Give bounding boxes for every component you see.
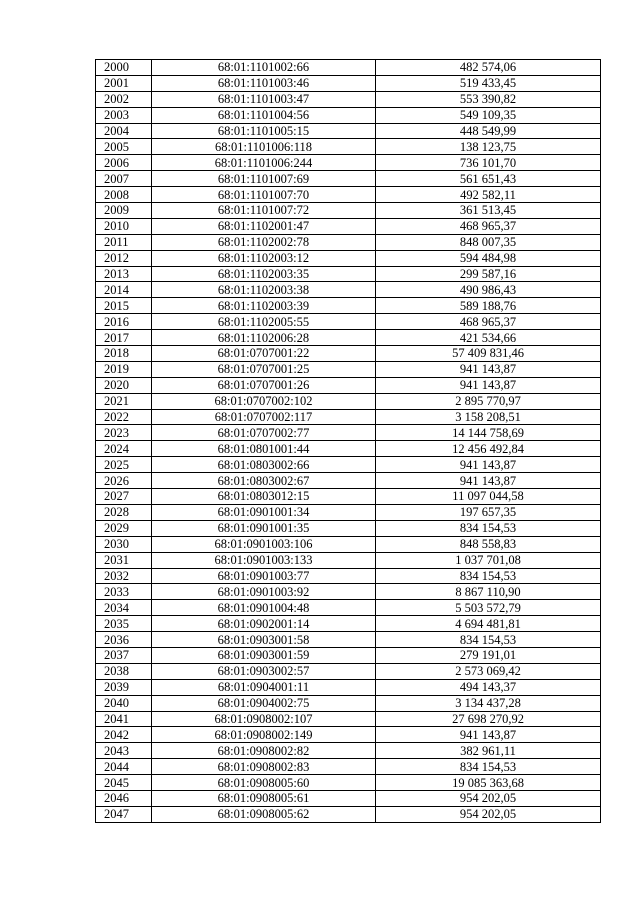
- row-number-cell: 2003: [96, 107, 152, 123]
- cadastral-number-cell: 68:01:1101003:47: [152, 91, 376, 107]
- table-row: [96, 504, 601, 520]
- row-number-cell: 2012: [96, 250, 152, 266]
- cadastral-value-cell: 490 986,43: [376, 282, 601, 298]
- cadastral-value-cell: 941 143,87: [376, 457, 601, 473]
- table-row: [96, 663, 601, 679]
- cadastral-number-cell: 68:01:0904002:75: [152, 695, 376, 711]
- table-row: [96, 711, 601, 727]
- cadastral-value-cell: 12 456 492,84: [376, 441, 601, 457]
- cadastral-number-cell: 68:01:0901003:133: [152, 552, 376, 568]
- table-row: [96, 187, 601, 203]
- cadastral-value-cell: 519 433,45: [376, 75, 601, 91]
- cadastral-number-cell: 68:01:1101007:69: [152, 171, 376, 187]
- cadastral-value-cell: 834 154,53: [376, 632, 601, 648]
- cadastral-value-cell: 482 574,06: [376, 60, 601, 76]
- row-number-cell: 2034: [96, 600, 152, 616]
- row-number-cell: 2022: [96, 409, 152, 425]
- cadastral-value-cell: 941 143,87: [376, 361, 601, 377]
- row-number-cell: 2009: [96, 203, 152, 219]
- cadastral-number-cell: 68:01:0707001:26: [152, 377, 376, 393]
- cadastral-value-cell: 3 158 208,51: [376, 409, 601, 425]
- row-number-cell: 2026: [96, 473, 152, 489]
- row-number-cell: 2016: [96, 314, 152, 330]
- row-number-cell: 2038: [96, 663, 152, 679]
- table-row: [96, 806, 601, 822]
- cadastral-value-cell: 941 143,87: [376, 377, 601, 393]
- row-number-cell: 2044: [96, 759, 152, 775]
- cadastral-number-cell: 68:01:0707002:77: [152, 425, 376, 441]
- table-row: [96, 790, 601, 806]
- cadastral-number-cell: 68:01:0707002:102: [152, 393, 376, 409]
- cadastral-value-cell: 8 867 110,90: [376, 584, 601, 600]
- table-row: [96, 457, 601, 473]
- cadastral-value-cell: 468 965,37: [376, 314, 601, 330]
- table-row: [96, 409, 601, 425]
- row-number-cell: 2019: [96, 361, 152, 377]
- row-number-cell: 2017: [96, 330, 152, 346]
- row-number-cell: 2006: [96, 155, 152, 171]
- row-number-cell: 2042: [96, 727, 152, 743]
- row-number-cell: 2007: [96, 171, 152, 187]
- cadastral-number-cell: 68:01:1101006:118: [152, 139, 376, 155]
- cadastral-number-cell: 68:01:0904001:11: [152, 679, 376, 695]
- cadastral-number-cell: 68:01:0908002:82: [152, 743, 376, 759]
- cadastral-number-cell: 68:01:1101002:66: [152, 60, 376, 76]
- row-number-cell: 2024: [96, 441, 152, 457]
- cadastral-value-cell: 492 582,11: [376, 187, 601, 203]
- cadastral-number-cell: 68:01:1102003:12: [152, 250, 376, 266]
- cadastral-value-cell: 448 549,99: [376, 123, 601, 139]
- row-number-cell: 2001: [96, 75, 152, 91]
- cadastral-number-cell: 68:01:0908002:83: [152, 759, 376, 775]
- row-number-cell: 2040: [96, 695, 152, 711]
- table-row: [96, 489, 601, 505]
- table-row: [96, 568, 601, 584]
- table-row: [96, 647, 601, 663]
- row-number-cell: 2043: [96, 743, 152, 759]
- table-row: [96, 473, 601, 489]
- table-row: [96, 584, 601, 600]
- cadastral-value-cell: 834 154,53: [376, 520, 601, 536]
- row-number-cell: 2036: [96, 632, 152, 648]
- cadastral-value-cell: 3 134 437,28: [376, 695, 601, 711]
- table-row: [96, 727, 601, 743]
- row-number-cell: 2027: [96, 489, 152, 505]
- row-number-cell: 2046: [96, 790, 152, 806]
- table-row: [96, 298, 601, 314]
- table-row: [96, 632, 601, 648]
- cadastral-value-cell: 197 657,35: [376, 504, 601, 520]
- cadastral-number-cell: 68:01:0908005:60: [152, 775, 376, 791]
- row-number-cell: 2005: [96, 139, 152, 155]
- cadastral-number-cell: 68:01:0903001:58: [152, 632, 376, 648]
- table-row: [96, 393, 601, 409]
- table-row: [96, 536, 601, 552]
- table-row: [96, 75, 601, 91]
- table-row: [96, 250, 601, 266]
- row-number-cell: 2021: [96, 393, 152, 409]
- cadastral-number-cell: 68:01:0901001:35: [152, 520, 376, 536]
- row-number-cell: 2035: [96, 616, 152, 632]
- cadastral-value-cell: 834 154,53: [376, 568, 601, 584]
- row-number-cell: 2031: [96, 552, 152, 568]
- table-row: [96, 171, 601, 187]
- table-row: [96, 759, 601, 775]
- cadastral-value-cell: 27 698 270,92: [376, 711, 601, 727]
- table-row: [96, 695, 601, 711]
- table-row: [96, 107, 601, 123]
- table-row: [96, 441, 601, 457]
- row-number-cell: 2033: [96, 584, 152, 600]
- row-number-cell: 2023: [96, 425, 152, 441]
- row-number-cell: 2018: [96, 346, 152, 362]
- cadastral-value-cell: 361 513,45: [376, 203, 601, 219]
- cadastral-value-cell: 1 037 701,08: [376, 552, 601, 568]
- table-row: [96, 123, 601, 139]
- cadastral-number-cell: 68:01:0803002:67: [152, 473, 376, 489]
- cadastral-value-cell: 549 109,35: [376, 107, 601, 123]
- cadastral-value-cell: 57 409 831,46: [376, 346, 601, 362]
- table-row: [96, 775, 601, 791]
- cadastral-value-cell: 4 694 481,81: [376, 616, 601, 632]
- table-row: [96, 218, 601, 234]
- table-row: [96, 282, 601, 298]
- table-row: [96, 139, 601, 155]
- cadastral-value-cell: 589 188,76: [376, 298, 601, 314]
- cadastral-value-table: [95, 59, 601, 823]
- cadastral-value-cell: 954 202,05: [376, 806, 601, 822]
- row-number-cell: 2045: [96, 775, 152, 791]
- cadastral-number-cell: 68:01:0903002:57: [152, 663, 376, 679]
- table-row: [96, 520, 601, 536]
- row-number-cell: 2008: [96, 187, 152, 203]
- table-row: [96, 552, 601, 568]
- table-row: [96, 743, 601, 759]
- row-number-cell: 2010: [96, 218, 152, 234]
- cadastral-number-cell: 68:01:1102005:55: [152, 314, 376, 330]
- cadastral-value-cell: 382 961,11: [376, 743, 601, 759]
- cadastral-value-cell: 736 101,70: [376, 155, 601, 171]
- table-row: [96, 330, 601, 346]
- cadastral-value-cell: 19 085 363,68: [376, 775, 601, 791]
- cadastral-value-cell: 299 587,16: [376, 266, 601, 282]
- table-row: [96, 361, 601, 377]
- cadastral-number-cell: 68:01:1102001:47: [152, 218, 376, 234]
- row-number-cell: 2020: [96, 377, 152, 393]
- cadastral-value-cell: 279 191,01: [376, 647, 601, 663]
- cadastral-number-cell: 68:01:1102003:39: [152, 298, 376, 314]
- row-number-cell: 2025: [96, 457, 152, 473]
- cadastral-value-cell: 848 558,83: [376, 536, 601, 552]
- cadastral-number-cell: 68:01:0901001:34: [152, 504, 376, 520]
- cadastral-number-cell: 68:01:0901003:92: [152, 584, 376, 600]
- row-number-cell: 2028: [96, 504, 152, 520]
- row-number-cell: 2029: [96, 520, 152, 536]
- cadastral-number-cell: 68:01:0902001:14: [152, 616, 376, 632]
- row-number-cell: 2013: [96, 266, 152, 282]
- table-row: [96, 155, 601, 171]
- row-number-cell: 2011: [96, 234, 152, 250]
- row-number-cell: 2014: [96, 282, 152, 298]
- row-number-cell: 2015: [96, 298, 152, 314]
- cadastral-number-cell: 68:01:0908002:107: [152, 711, 376, 727]
- cadastral-value-cell: 2 573 069,42: [376, 663, 601, 679]
- cadastral-value-cell: 421 534,66: [376, 330, 601, 346]
- cadastral-number-cell: 68:01:0903001:59: [152, 647, 376, 663]
- cadastral-number-cell: 68:01:1101004:56: [152, 107, 376, 123]
- cadastral-value-cell: 848 007,35: [376, 234, 601, 250]
- cadastral-number-cell: 68:01:0707001:22: [152, 346, 376, 362]
- cadastral-value-cell: 954 202,05: [376, 790, 601, 806]
- row-number-cell: 2030: [96, 536, 152, 552]
- row-number-cell: 2037: [96, 647, 152, 663]
- row-number-cell: 2032: [96, 568, 152, 584]
- table-body: [96, 60, 601, 823]
- table-row: [96, 266, 601, 282]
- cadastral-number-cell: 68:01:1101007:70: [152, 187, 376, 203]
- row-number-cell: 2047: [96, 806, 152, 822]
- table-row: [96, 203, 601, 219]
- cadastral-value-cell: 468 965,37: [376, 218, 601, 234]
- cadastral-value-cell: 2 895 770,97: [376, 393, 601, 409]
- table-row: [96, 679, 601, 695]
- cadastral-value-cell: 138 123,75: [376, 139, 601, 155]
- cadastral-value-cell: 494 143,37: [376, 679, 601, 695]
- cadastral-number-cell: 68:01:0707002:117: [152, 409, 376, 425]
- cadastral-number-cell: 68:01:1102003:35: [152, 266, 376, 282]
- cadastral-number-cell: 68:01:0908005:62: [152, 806, 376, 822]
- cadastral-number-cell: 68:01:0803012:15: [152, 489, 376, 505]
- cadastral-value-cell: 14 144 758,69: [376, 425, 601, 441]
- table-row: [96, 616, 601, 632]
- table-row: [96, 600, 601, 616]
- row-number-cell: 2002: [96, 91, 152, 107]
- cadastral-number-cell: 68:01:1101005:15: [152, 123, 376, 139]
- row-number-cell: 2000: [96, 60, 152, 76]
- cadastral-value-cell: 561 651,43: [376, 171, 601, 187]
- row-number-cell: 2041: [96, 711, 152, 727]
- cadastral-number-cell: 68:01:0803002:66: [152, 457, 376, 473]
- cadastral-number-cell: 68:01:1101007:72: [152, 203, 376, 219]
- cadastral-number-cell: 68:01:0901003:106: [152, 536, 376, 552]
- cadastral-number-cell: 68:01:1101006:244: [152, 155, 376, 171]
- cadastral-number-cell: 68:01:1102002:78: [152, 234, 376, 250]
- table-row: [96, 377, 601, 393]
- cadastral-number-cell: 68:01:0908005:61: [152, 790, 376, 806]
- table-row: [96, 314, 601, 330]
- cadastral-number-cell: 68:01:0901004:48: [152, 600, 376, 616]
- cadastral-number-cell: 68:01:1102006:28: [152, 330, 376, 346]
- table-row: [96, 346, 601, 362]
- cadastral-number-cell: 68:01:1102003:38: [152, 282, 376, 298]
- cadastral-number-cell: 68:01:0801001:44: [152, 441, 376, 457]
- table-row: [96, 60, 601, 76]
- cadastral-number-cell: 68:01:1101003:46: [152, 75, 376, 91]
- table-row: [96, 234, 601, 250]
- cadastral-number-cell: 68:01:0901003:77: [152, 568, 376, 584]
- row-number-cell: 2004: [96, 123, 152, 139]
- table-row: [96, 91, 601, 107]
- cadastral-value-cell: 553 390,82: [376, 91, 601, 107]
- cadastral-value-cell: 594 484,98: [376, 250, 601, 266]
- cadastral-number-cell: 68:01:0908002:149: [152, 727, 376, 743]
- table-row: [96, 425, 601, 441]
- cadastral-value-cell: 941 143,87: [376, 473, 601, 489]
- cadastral-value-cell: 834 154,53: [376, 759, 601, 775]
- row-number-cell: 2039: [96, 679, 152, 695]
- cadastral-number-cell: 68:01:0707001:25: [152, 361, 376, 377]
- cadastral-value-cell: 941 143,87: [376, 727, 601, 743]
- cadastral-value-cell: 5 503 572,79: [376, 600, 601, 616]
- cadastral-value-cell: 11 097 044,58: [376, 489, 601, 505]
